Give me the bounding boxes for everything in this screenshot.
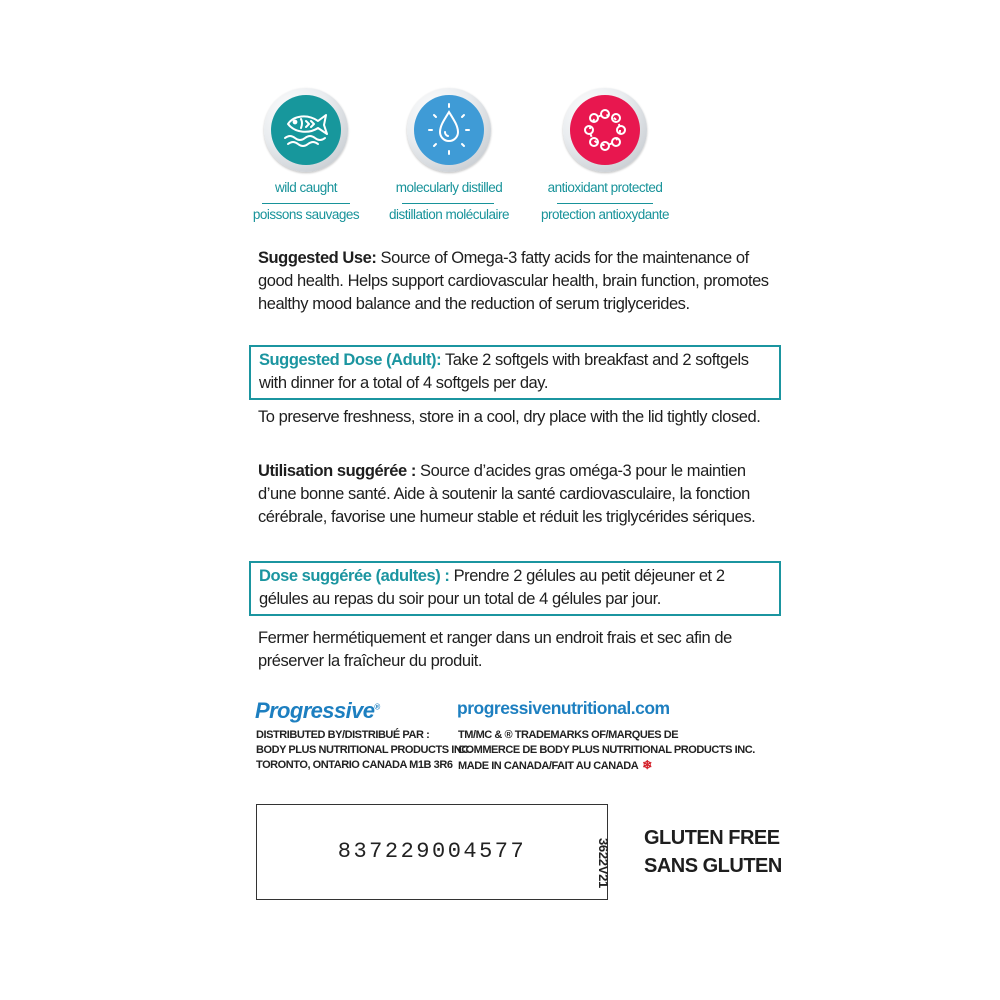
website-link[interactable]: progressivenutritional.com [457, 698, 670, 718]
caption-divider [262, 203, 350, 204]
antioxidant-ring-icon [563, 88, 647, 172]
brand-registered-mark: ® [374, 702, 380, 712]
suggested-dose-text: Take 2 softgels with breakfast and 2 softgels with dinner for a total of 4 softgels per day. [259, 351, 749, 392]
utilisation-heading: Utilisation suggérée : [258, 462, 416, 480]
fish-icon [264, 88, 348, 172]
feature-label-en: antioxidant protected [547, 180, 663, 195]
made-in-line: MADE IN CANADA/FAIT AU CANADA [458, 760, 639, 772]
molecularly-distilled-badge [407, 88, 491, 172]
utilisation-text: Source d’acides gras oméga-3 pour le maintien d’une bonne santé. Aide à soutenir la santé cardiovasculaire, la fonction cérébrale, favorise une humeur stable et réduit les triglycérides sériques. [258, 462, 756, 526]
feature-label-en: wild caught [274, 180, 338, 195]
suggested-use-heading: Suggested Use: [258, 249, 377, 267]
gluten-free-label: GLUTEN FREE [644, 827, 780, 849]
suggested-dose-heading: Suggested Dose (Adult): [259, 351, 442, 369]
suggested-dose-box [249, 345, 781, 400]
distributor-line: DISTRIBUTED BY/DISTRIBUÉ PAR : [256, 729, 430, 741]
suggested-use-paragraph [258, 247, 782, 316]
storage-text-en: To preserve freshness, store in a cool, dry place with the lid tightly closed. [258, 408, 761, 426]
antioxidant-protected-badge [563, 88, 647, 172]
dose-fr-box [249, 561, 781, 616]
caption-divider [402, 203, 494, 204]
feature-label-fr: poissons sauvages [252, 207, 360, 222]
trademark-line: TM/MC & ® TRADEMARKS OF/MARQUES DE [458, 729, 679, 741]
suggested-use-text: Source of Omega-3 fatty acids for the maintenance of good health. Helps support cardiovascular health, brain function, promotes healthy mood balance and the reduction of serum triglycerides. [258, 249, 769, 313]
barcode-number: 837229004577 [337, 839, 527, 864]
wild-caught-badge [264, 88, 348, 172]
dose-fr-text: Prendre 2 gélules au petit déjeuner et 2 gélules au repas du soir pour un total de 4 gélules par jour. [259, 567, 725, 608]
dose-fr-heading: Dose suggérée (adultes) : [259, 567, 450, 585]
brand-logo [255, 698, 380, 724]
lot-code: 3622V21 [596, 838, 611, 888]
distributor-info [256, 728, 471, 773]
maple-leaf-icon: ❄ [642, 758, 652, 772]
brand-name: Progressive [255, 698, 375, 723]
feature-label-fr: distillation moléculaire [388, 207, 510, 222]
sans-gluten-label: SANS GLUTEN [644, 855, 782, 877]
caption-divider [557, 203, 653, 204]
utilisation-paragraph [258, 460, 782, 529]
barcode-area [256, 804, 608, 900]
trademark-line: COMMERCE DE BODY PLUS NUTRITIONAL PRODUCTS INC. [458, 744, 755, 756]
feature-label-en: molecularly distilled [395, 180, 503, 195]
distributor-line: BODY PLUS NUTRITIONAL PRODUCTS INC. [256, 744, 472, 756]
trademark-info [458, 728, 755, 774]
feature-label-fr: protection antioxydante [540, 207, 670, 222]
distributor-line: TORONTO, ONTARIO CANADA M1B 3R6 [256, 759, 453, 771]
droplet-icon [407, 88, 491, 172]
storage-text-fr: Fermer hermétiquement et ranger dans un endroit frais et sec afin de préserver la fraîcheur du produit. [258, 629, 732, 670]
